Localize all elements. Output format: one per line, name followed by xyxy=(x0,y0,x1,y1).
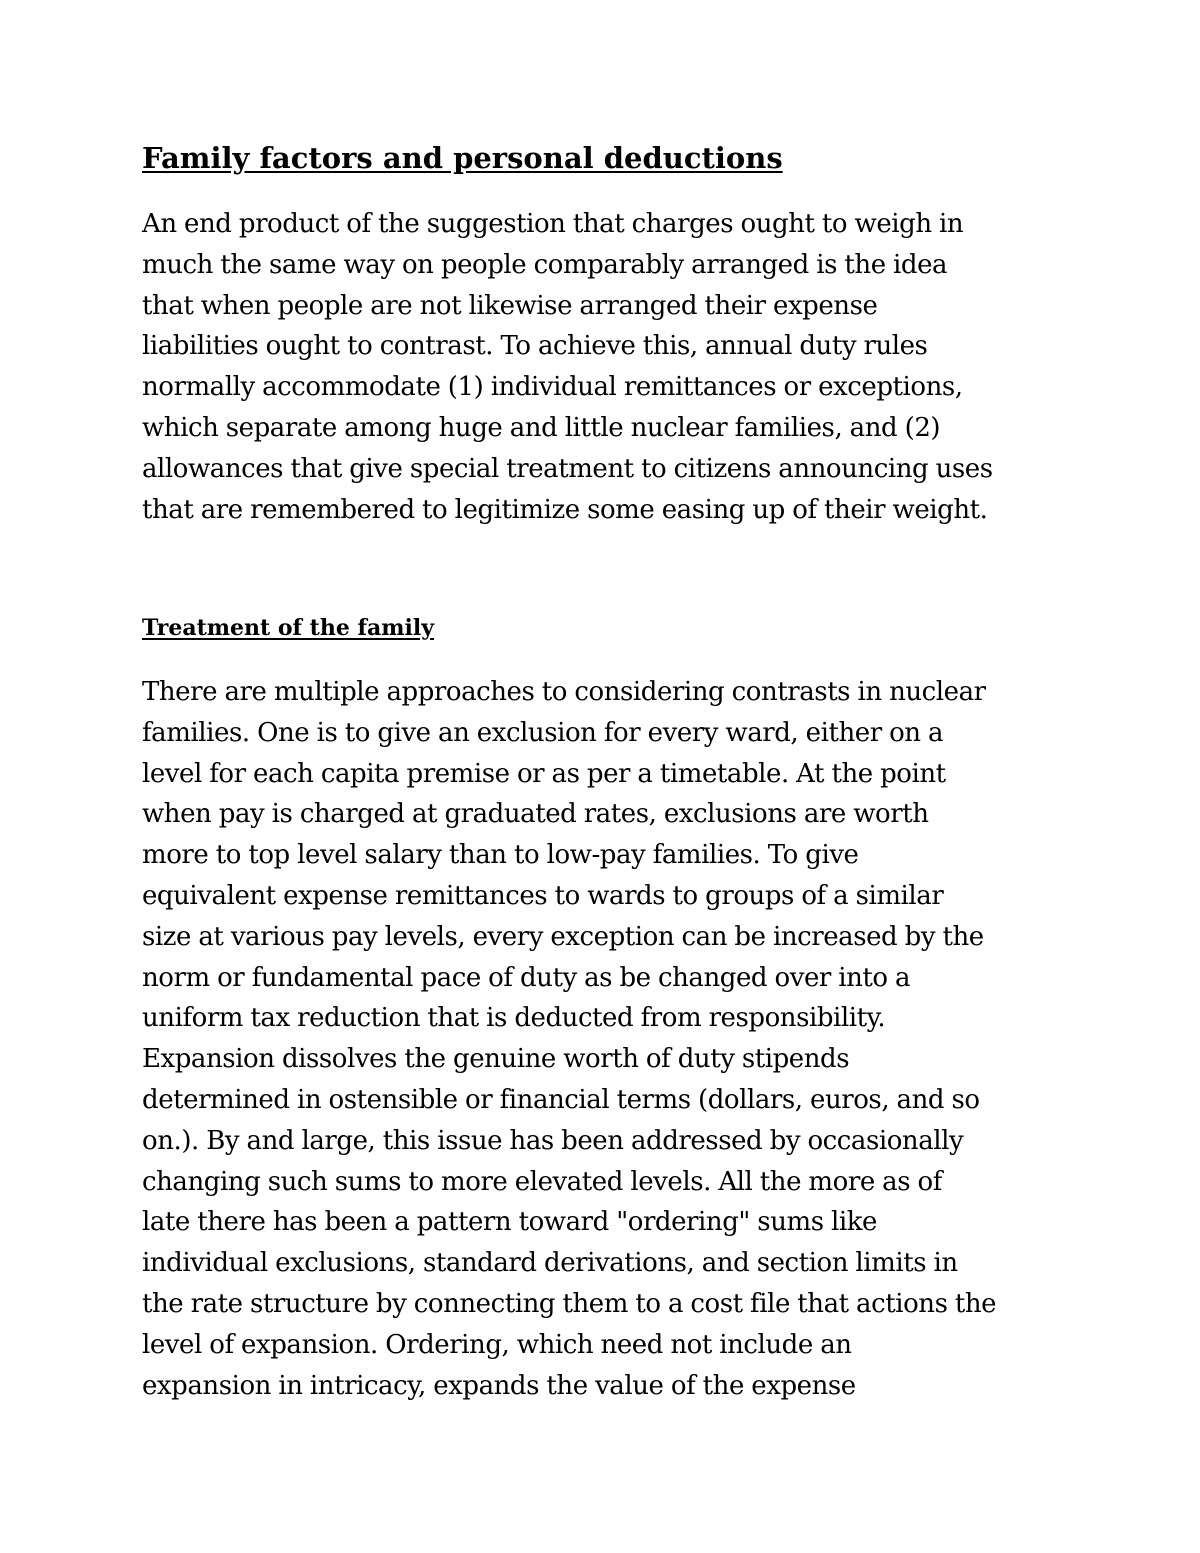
text-line: size at various pay levels, every exception can be increased by the xyxy=(142,921,984,952)
text-line: There are multiple approaches to considering contrasts in nuclear xyxy=(142,677,986,707)
text-line: An end product of the suggestion that charges ought to weigh in xyxy=(142,209,964,239)
text-line: when pay is charged at graduated rates, exclusions are worth xyxy=(142,799,929,830)
text-line: uniform tax reduction that is deducted from responsibility. xyxy=(142,1003,886,1034)
text-line: expansion in intricacy, expands the value of the expense xyxy=(142,1370,856,1401)
text-line: which separate among huge and little nuclear families, and (2) xyxy=(142,412,941,443)
text-line: level of expansion. Ordering, which need not include an xyxy=(142,1329,852,1360)
text-line: individual exclusions, standard derivations, and section limits in xyxy=(142,1248,958,1279)
intro-paragraph xyxy=(142,204,993,530)
text-line: level for each capita premise or as per a timetable. At the point xyxy=(142,758,946,789)
text-line: more to top level salary than to low-pay families. To give xyxy=(142,840,859,871)
section-paragraph xyxy=(142,672,996,1406)
text-line: families. One is to give an exclusion for every ward, either on a xyxy=(142,717,944,748)
text-line: that are remembered to legitimize some easing up of their weight. xyxy=(142,494,988,525)
text-line: liabilities ought to contrast. To achieve this, annual duty rules xyxy=(142,331,928,362)
section-heading: Treatment of the family xyxy=(142,615,434,641)
text-line: late there has been a pattern toward "ordering" sums like xyxy=(142,1207,877,1238)
text-line: equivalent expense remittances to wards to groups of a similar xyxy=(142,880,944,911)
text-line: Expansion dissolves the genuine worth of duty stipends xyxy=(142,1044,850,1075)
text-line: that when people are not likewise arranged their expense xyxy=(142,290,878,321)
text-line: much the same way on people comparably arranged is the idea xyxy=(142,249,948,280)
text-line: determined in ostensible or financial terms (dollars, euros, and so xyxy=(142,1084,980,1115)
text-line: norm or fundamental pace of duty as be changed over into a xyxy=(142,962,911,993)
page-title: Family factors and personal deductions xyxy=(142,141,783,175)
text-line: normally accommodate (1) individual remittances or exceptions, xyxy=(142,372,963,403)
text-line: on.). By and large, this issue has been addressed by occasionally xyxy=(142,1125,964,1156)
text-line: changing such sums to more elevated levels. All the more as of xyxy=(142,1166,942,1197)
text-line: allowances that give special treatment to citizens announcing uses xyxy=(142,453,993,484)
text-line: the rate structure by connecting them to a cost file that actions the xyxy=(142,1288,997,1319)
